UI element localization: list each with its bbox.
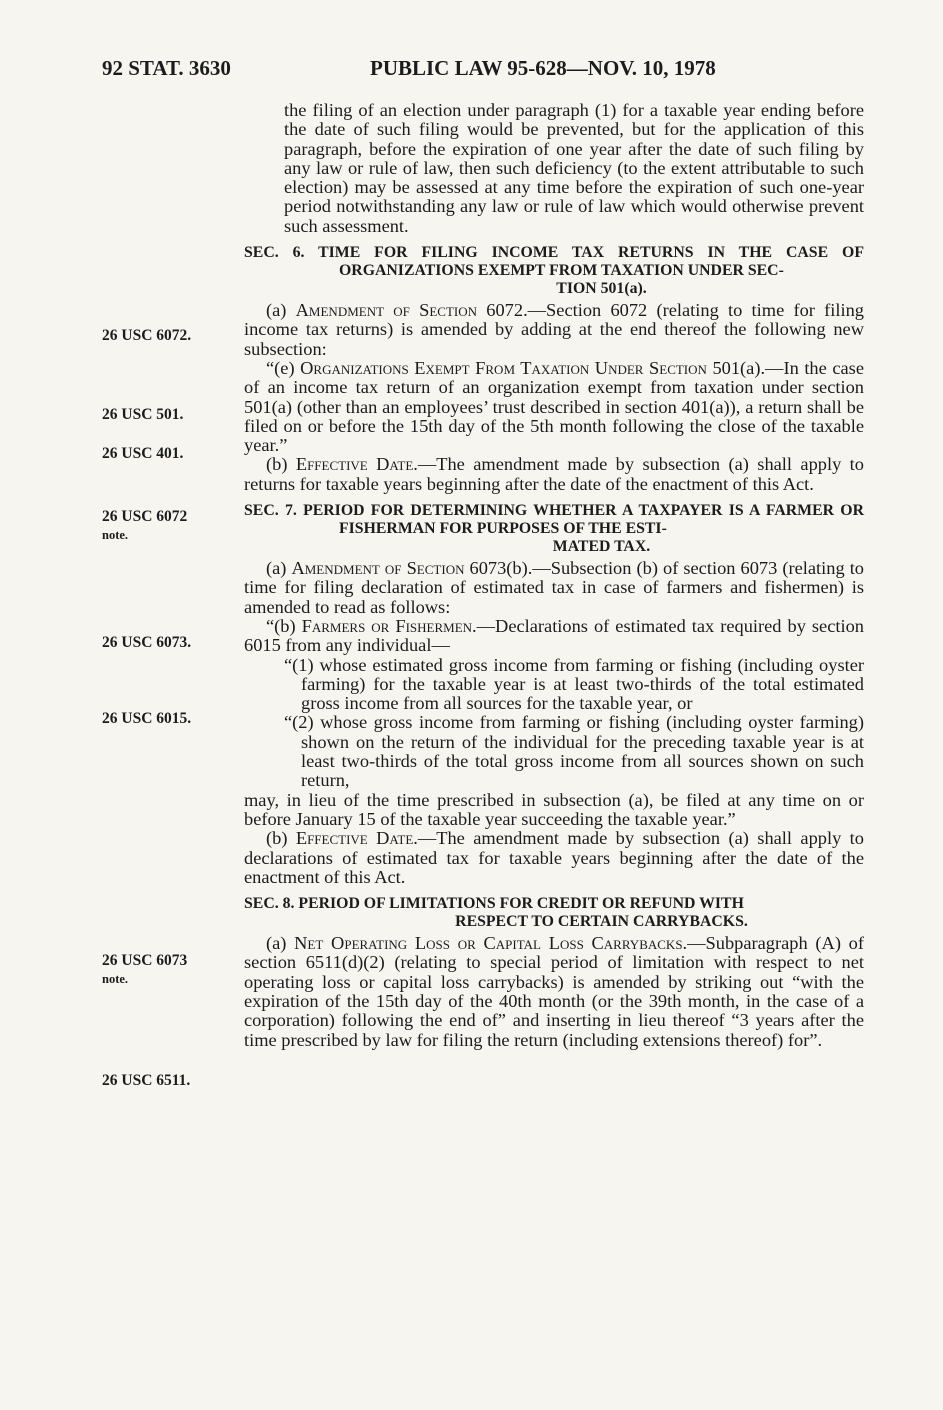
sec6-subsection-e: “(e) Organizations Exempt From Taxation Under Section 501(a).—In the case of an income tax return of an organization exempt from taxation under section 501(a) (other than an employees’ trust described in section 401(a)), a return shall be filed on or before the 15th day of the 5th month following the close of the taxable year.” [244, 357, 864, 456]
sec6-subsection-b: (b) Effective Date.—The amendment made by subsection (a) shall apply to returns for taxable years beginning after the date of the enactment of this Act. [244, 454, 864, 494]
sec7-subsection-b: “(b) Farmers or Fishermen.—Declarations of estimated tax required by section 6015 from any individual— [244, 615, 864, 656]
intro-paragraph: the filing of an election under paragraph (1) for a taxable year ending before the date of such filing would be prevented, but for the application of this paragraph, before the expiration of one year after the date of such filing by any law or rule of law, then such deficiency (to the extent attributable to such election) may be assessed at any time before the expiration of such one-year period notwithstanding any law or rule of law which would otherwise prevent such assessment. [284, 100, 864, 236]
public-law-title: PUBLIC LAW 95-628—NOV. 10, 1978 [370, 56, 716, 80]
sec7-item-2: “(2) whose gross income from farming or fishing (including oyster farming) shown on the return of the individual for the preceding taxable year is at least two-thirds of the total gross income from all sources shown on such return, [284, 712, 864, 791]
margin-note: 26 USC 6073. [102, 634, 192, 651]
sec7-effective-date: (b) Effective Date.—The amendment made by subsection (a) shall apply to declarations of estimated tax for taxable years beginning after the date of the enactment of this Act. [244, 828, 864, 887]
section-7-heading: SEC. 7. PERIOD FOR DETERMINING WHETHER A TAXPAYER IS A FARMER OR FISHERMAN FOR PURPOSES OF THE ESTI- MATED TAX. [244, 502, 864, 556]
document-body [244, 101, 864, 1050]
margin-note: 26 USC 401. [102, 445, 184, 462]
margin-note: 26 USC 6072 note. [102, 508, 188, 542]
section-6-heading: SEC. 6. TIME FOR FILING INCOME TAX RETURNS IN THE CASE OF ORGANIZATIONS EXEMPT FROM TAXATION UNDER SEC- TION 501(a). [244, 244, 864, 298]
margin-note: 26 USC 6015. [102, 710, 192, 727]
margin-note: 26 USC 6072. [102, 327, 192, 344]
margin-note: 26 USC 6073 note. [102, 952, 188, 986]
margin-note: 26 USC 6511. [102, 1072, 191, 1089]
statute-page-reference: 92 STAT. 3630 [102, 56, 231, 80]
margin-note: 26 USC 501. [102, 406, 184, 423]
page-header [102, 56, 870, 86]
sec7-item-1: “(1) whose estimated gross income from farming or fishing (including oyster farming) for the taxable year is at least two-thirds of the total estimated gross income from all sources for the taxable year, or [284, 654, 864, 714]
sec7-subsection-a: (a) Amendment of Section 6073(b).—Subsection (b) of section 6073 (relating to time for filing declaration of estimated tax in case of farmers and fishermen) is amended to read as follows: [244, 558, 864, 617]
sec6-subsection-a: (a) Amendment of Section 6072.—Section 6072 (relating to time for filing income tax returns) is amended by adding at the end thereof the following new subsection: [244, 300, 865, 359]
sec8-subsection-a: (a) Net Operating Loss or Capital Loss Carrybacks.—Subparagraph (A) of section 6511(d)(2) (relating to special period of limitation with respect to net operating loss or capital loss carrybacks) is amended by striking out “with the expiration of the 15th day of the 40th month (or the 39th month, in the case of a corporation) following the end of” and inserting in lieu thereof “3 years after the time prescribed by law for filing the return (including extensions thereof) for”. [244, 933, 864, 1050]
sec7-closing: may, in lieu of the time prescribed in subsection (a), be filed at any time on or before January 15 of the taxable year succeeding the taxable year.” [244, 789, 864, 829]
section-8-heading: SEC. 8. PERIOD OF LIMITATIONS FOR CREDIT OR REFUND WITH RESPECT TO CERTAIN CARRYBACKS. [244, 895, 748, 931]
